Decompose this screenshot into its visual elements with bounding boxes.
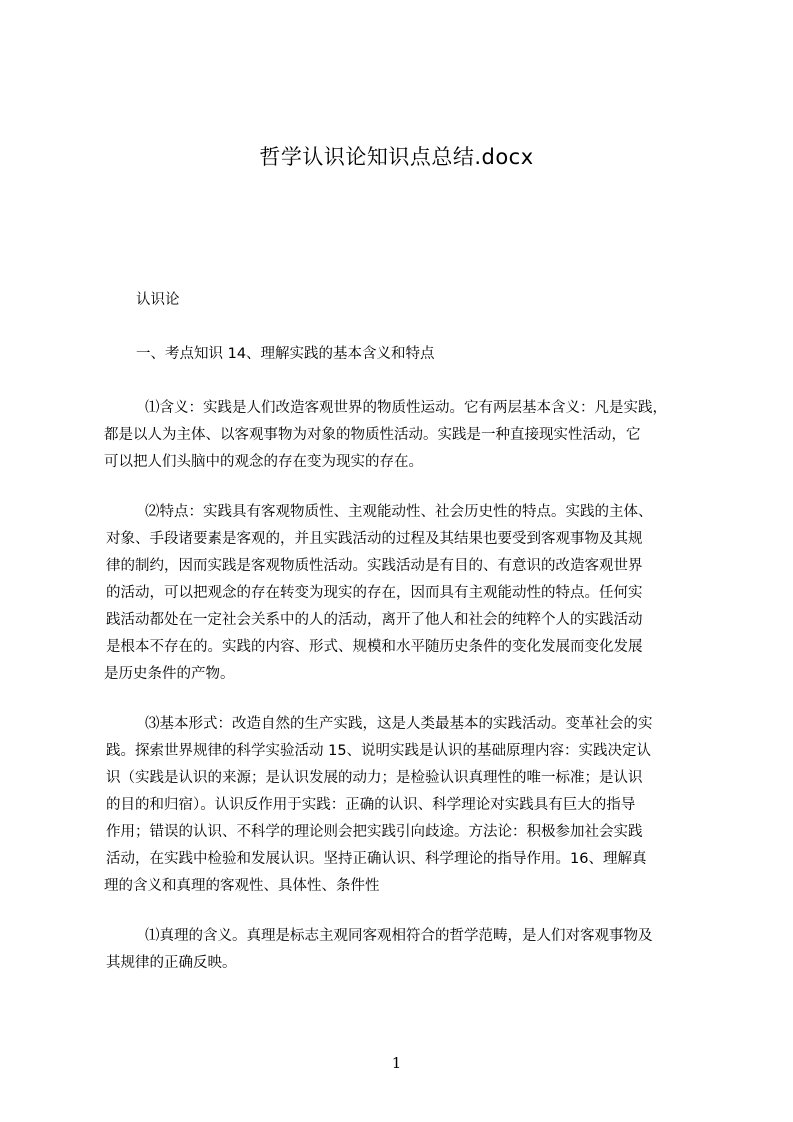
paragraph-line: 是历史条件的产物。 xyxy=(104,666,235,682)
sub-heading: 一、考点知识 14、理解实践的基本含义和特点 xyxy=(136,346,435,362)
paragraph-line: 其规律的正确反映。 xyxy=(106,955,237,971)
document-title: 哲学认识论知识点总结.docx xyxy=(259,145,534,169)
paragraph-line: 理的含义和真理的客观性、具体性、条件性 xyxy=(104,878,380,894)
page-number: 1 xyxy=(391,1054,402,1072)
paragraph-line: 都是以人为主体、以客观事物为对象的物质性活动。实践是一种直接现实性活动，它 xyxy=(104,427,641,443)
paragraph-line: 活动，在实践中检验和发展认识。坚持正确认识、科学理论的指导作用。16、理解真 xyxy=(106,851,647,867)
paragraph-line: 识（实践是认识的来源；是认识发展的动力；是检验认识真理性的唯一标准；是认识 xyxy=(106,770,643,786)
paragraph-line: 可以把人们头脑中的观念的存在变为现实的存在。 xyxy=(104,454,423,470)
paragraph-line: 的目的和归宿）。认识反作用于实践：正确的认识、科学理论对实践具有巨大的指导 xyxy=(106,797,636,813)
paragraph-line: ⑵特点：实践具有客观物质性、主观能动性、社会历史性的特点。实践的主体、 xyxy=(145,504,653,520)
paragraph-line: 践。探索世界规律的科学实验活动 15、说明实践是认识的基础原理内容：实践决定认 xyxy=(106,743,652,759)
paragraph-line: ⑶基本形式：改造自然的生产实践，这是人类最基本的实践活动。变革社会的实 xyxy=(145,716,653,732)
paragraph-line: 是根本不存在的。实践的内容、形式、规模和水平随历史条件的变化发展而变化发展 xyxy=(106,639,643,655)
paragraph-line: 律的制约，因而实践是客观物质性活动。实践活动是有目的、有意识的改造客观世界 xyxy=(106,558,643,574)
paragraph-line: ⑴含义：实践是人们改造客观世界的物质性运动。它有两层基本含义：凡是实践， xyxy=(145,400,667,416)
paragraph-line: 作用；错误的认识、不科学的理论则会把实践引向歧途。方法论：积极参加社会实践 xyxy=(106,824,643,840)
paragraph-line: ⑴真理的含义。真理是标志主观同客观相符合的哲学范畴，是人们对客观事物及 xyxy=(145,928,653,944)
paragraph-line: 的活动，可以把观念的存在转变为现实的存在，因而具有主观能动性的特点。任何实 xyxy=(106,585,643,601)
section-heading: 认识论 xyxy=(136,292,180,308)
paragraph-line: 践活动都处在一定社会关系中的人的活动，离开了他人和社会的纯粹个人的实践活动 xyxy=(106,612,643,628)
paragraph-line: 对象、手段诸要素是客观的，并且实践活动的过程及其结果也要受到客观事物及其规 xyxy=(106,531,643,547)
